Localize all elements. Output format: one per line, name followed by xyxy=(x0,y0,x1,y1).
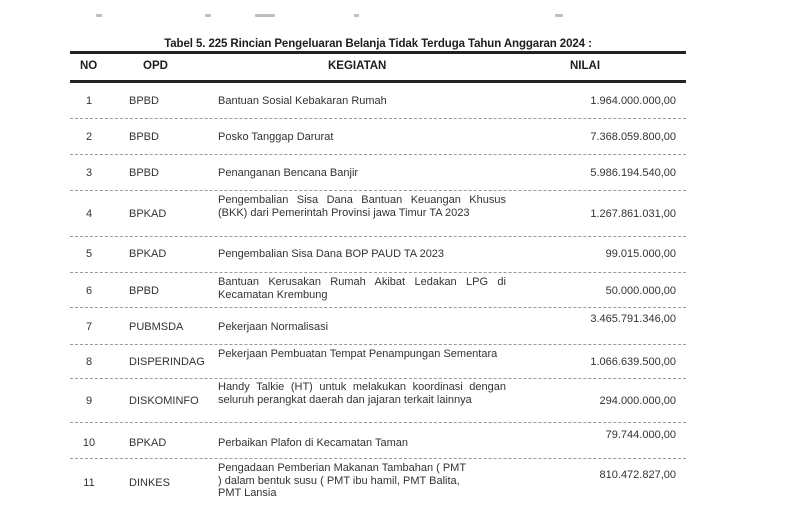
cell-no: 6 xyxy=(85,285,93,297)
table-caption: Tabel 5. 225 Rincian Pengeluaran Belanja Tidak Terduga Tahun Anggaran 2024 : xyxy=(164,38,592,50)
cut-off-text-fragment xyxy=(205,14,211,17)
cell-kegiatan: Pekerjaan Pembuatan Tempat Penampungan Sementara xyxy=(218,348,498,360)
cell-opd: PUBMSDA xyxy=(129,321,184,333)
cell-kegiatan: Bantuan Sosial Kebakaran Rumah xyxy=(218,95,387,107)
cell-opd: BPBD xyxy=(129,131,159,143)
cut-off-text-fragment xyxy=(354,14,359,17)
cell-nilai: 50.000.000,00 xyxy=(605,285,676,297)
cell-kegiatan: Handy Talkie (HT) untuk melakukan koordinasi dengan seluruh perangkat daerah dan jajaran terkait lainnya xyxy=(218,381,506,406)
table-row xyxy=(70,379,686,423)
cell-no: 1 xyxy=(85,95,93,107)
cell-kegiatan: Pekerjaan Normalisasi xyxy=(218,321,329,333)
cell-no: 9 xyxy=(85,395,93,407)
cell-no: 5 xyxy=(85,248,93,260)
cell-opd: DISKOMINFO xyxy=(129,395,199,407)
cell-nilai: 7.368.059.800,00 xyxy=(590,131,676,143)
cell-opd: BPKAD xyxy=(129,437,167,449)
header-kegiatan: KEGIATAN xyxy=(328,60,387,72)
cell-no: 10 xyxy=(82,437,96,449)
cell-kegiatan: Perbaikan Plafon di Kecamatan Taman xyxy=(218,437,408,449)
cell-nilai: 5.986.194.540,00 xyxy=(590,167,676,179)
table-header-row xyxy=(70,54,686,80)
cell-opd: BPKAD xyxy=(129,248,167,260)
cut-off-text-fragment xyxy=(255,14,275,17)
cell-nilai: 99.015.000,00 xyxy=(605,248,676,260)
cell-opd: BPBD xyxy=(129,167,159,179)
table-row xyxy=(70,191,686,237)
cell-kegiatan: Pengadaan Pemberian Makanan Tambahan ( PMT ) dalam bentuk susu ( PMT ibu hamil, PMT Balita, PMT Lansia xyxy=(218,462,466,499)
table-row xyxy=(70,155,686,191)
cut-off-text-fragment xyxy=(555,14,563,17)
cell-no: 8 xyxy=(85,356,93,368)
table-row xyxy=(70,308,686,345)
cell-kegiatan: Pengembalian Sisa Dana Bantuan Keuangan Khusus (BKK) dari Pemerintah Provinsi jawa Timur TA 2023 xyxy=(218,194,506,219)
cell-nilai: 1.066.639.500,00 xyxy=(590,356,676,368)
cell-nilai: 3.465.791.346,00 xyxy=(590,313,676,325)
expenditure-table xyxy=(70,51,686,507)
cell-no: 7 xyxy=(85,321,93,333)
cell-nilai: 294.000.000,00 xyxy=(599,395,676,407)
header-nilai: NILAI xyxy=(570,60,601,72)
cell-opd: BPBD xyxy=(129,95,159,107)
table-row xyxy=(70,83,686,119)
cell-no: 3 xyxy=(85,167,93,179)
table-row xyxy=(70,345,686,379)
cell-nilai: 810.472.827,00 xyxy=(599,469,676,481)
table-row xyxy=(70,459,686,507)
header-opd: OPD xyxy=(143,60,168,72)
cell-kegiatan: Penanganan Bencana Banjir xyxy=(218,167,359,179)
cell-nilai: 79.744.000,00 xyxy=(605,429,676,441)
table-row xyxy=(70,273,686,308)
cell-kegiatan: Bantuan Kerusakan Rumah Akibat Ledakan LPG di Kecamatan Krembung xyxy=(218,276,506,301)
table-row xyxy=(70,119,686,155)
cell-kegiatan: Pengembalian Sisa Dana BOP PAUD TA 2023 xyxy=(218,248,445,260)
cell-no: 11 xyxy=(83,477,95,489)
cell-nilai: 1.964.000.000,00 xyxy=(590,95,676,107)
header-no: NO xyxy=(80,60,98,72)
cut-off-text-fragment xyxy=(96,14,102,17)
cell-no: 2 xyxy=(85,131,93,143)
cell-opd: BPKAD xyxy=(129,208,167,220)
cell-opd: DISPERINDAG xyxy=(129,356,205,368)
cell-kegiatan: Posko Tanggap Darurat xyxy=(218,131,334,143)
cell-no: 4 xyxy=(85,208,93,220)
table-row xyxy=(70,423,686,459)
cell-opd: DINKES xyxy=(129,477,170,489)
cell-nilai: 1.267.861.031,00 xyxy=(590,208,676,220)
table-row xyxy=(70,237,686,273)
cell-opd: BPBD xyxy=(129,285,159,297)
